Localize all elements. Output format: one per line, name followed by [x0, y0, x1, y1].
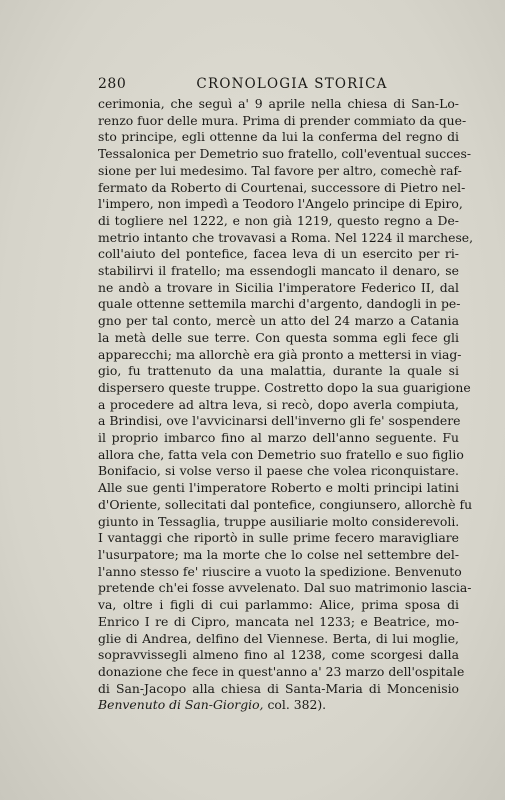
text-line: va, oltre i figli di cui parlammo: Alice, prima sposa di: [98, 597, 459, 613]
page-number: 280: [98, 76, 127, 92]
text-line: a Brindisi, ove l'avvicinarsi dell'inverno gli fe' sospendere: [98, 413, 461, 429]
text-line: l'usurpatore; ma la morte che lo colse nel settembre del-: [98, 546, 459, 562]
text-line: glie di Andrea, delfino del Viennese. Berta, di lui moglie,: [98, 630, 459, 646]
text-line: l'impero, non impedì a Teodoro l'Angelo principe di Epiro,: [98, 196, 463, 212]
text-line: l'anno stesso fe' riuscire a vuoto la spedizione. Benvenuto: [98, 563, 462, 579]
text-line: il proprio imbarco fino al marzo dell'anno seguente. Fu: [98, 430, 459, 446]
text-line: I vantaggi che riportò in sulle prime fecero maravigliare: [98, 530, 459, 546]
text-line: sopravvissegli almeno fino al 1238, come scorgesi dalla: [98, 647, 459, 663]
text-line: giunto in Tessaglia, truppe ausiliarie molto considerevoli.: [98, 513, 460, 529]
final-text-line: [98, 697, 459, 714]
page-header: [98, 76, 456, 96]
text-line: a procedere ad altra leva, si recò, dopo averla compiuta,: [98, 396, 459, 412]
text-line: allora che, fatta vela con Demetrio suo fratello e suo figlio: [98, 446, 464, 462]
text-line: Tessalonica per Demetrio suo fratello, coll'eventual succes-: [98, 146, 472, 162]
text-line: dispersero queste truppe. Costretto dopo la sua guarigione: [98, 379, 471, 395]
text-line: renzo fuor delle mura. Prima di prender commiato da que-: [98, 112, 467, 128]
body-text: [98, 96, 474, 714]
text-line: stabilirvi il fratello; ma essendogli mancato il denaro, se: [98, 263, 459, 279]
text-line: di togliere nel 1222, e non già 1219, questo regno a De-: [98, 212, 459, 228]
text-line: sione per lui medesimo. Tal favore per altro, comechè raf-: [98, 162, 462, 178]
citation-reference: col. 382).: [263, 697, 327, 713]
text-line: Alle sue genti l'imperatore Roberto e molti principi latini: [98, 480, 459, 496]
text-line: cerimonia, che seguì a' 9 aprile nella chiesa di San-Lo-: [98, 96, 459, 111]
text-line: d'Oriente, sollecitati dal pontefice, congiunsero, allorchè fu: [98, 496, 473, 512]
text-line: di San-Jacopo alla chiesa di Santa-Maria di Moncenisio: [98, 680, 459, 696]
text-line: gio, fu trattenuto da una malattia, durante la quale si: [98, 363, 459, 379]
text-line: metrio intanto che trovavasi a Roma. Nel 1224 il marchese,: [98, 229, 474, 245]
text-line: fermato da Roberto di Courtenai, successore di Pietro nel-: [98, 179, 466, 195]
text-line: ne andò a trovare in Sicilia l'imperatore Federico II, dal: [98, 279, 459, 295]
text-line: coll'aiuto del pontefice, facea leva di un esercito per ri-: [98, 246, 459, 262]
text-line: pretende ch'ei fosse avvelenato. Dal suo matrimonio lascia-: [98, 580, 472, 596]
text-line: apparecchi; ma allorchè era già pronto a mettersi in viag-: [98, 346, 462, 362]
running-title: CRONOLOGIA STORICA: [196, 76, 388, 92]
text-line: sto principe, egli ottenne da lui la conferma del regno di: [98, 129, 459, 145]
text-line: gno per tal conto, mercè un atto del 24 marzo a Catania: [98, 313, 459, 329]
cited-source-italic: Benvenuto di San-Giorgio,: [98, 697, 264, 713]
text-line: Bonifacio, si volse verso il paese che volea riconquistare.: [98, 463, 459, 479]
text-line: la metà delle sue terre. Con questa somma egli fece gli: [98, 329, 459, 345]
text-line: donazione che fece in quest'anno a' 23 marzo dell'ospitale: [98, 663, 465, 679]
text-line: quale ottenne settemila marchi d'argento, dandogli in pe-: [98, 296, 461, 312]
text-line: Enrico I re di Cipro, mancata nel 1233; e Beatrice, mo-: [98, 613, 459, 629]
